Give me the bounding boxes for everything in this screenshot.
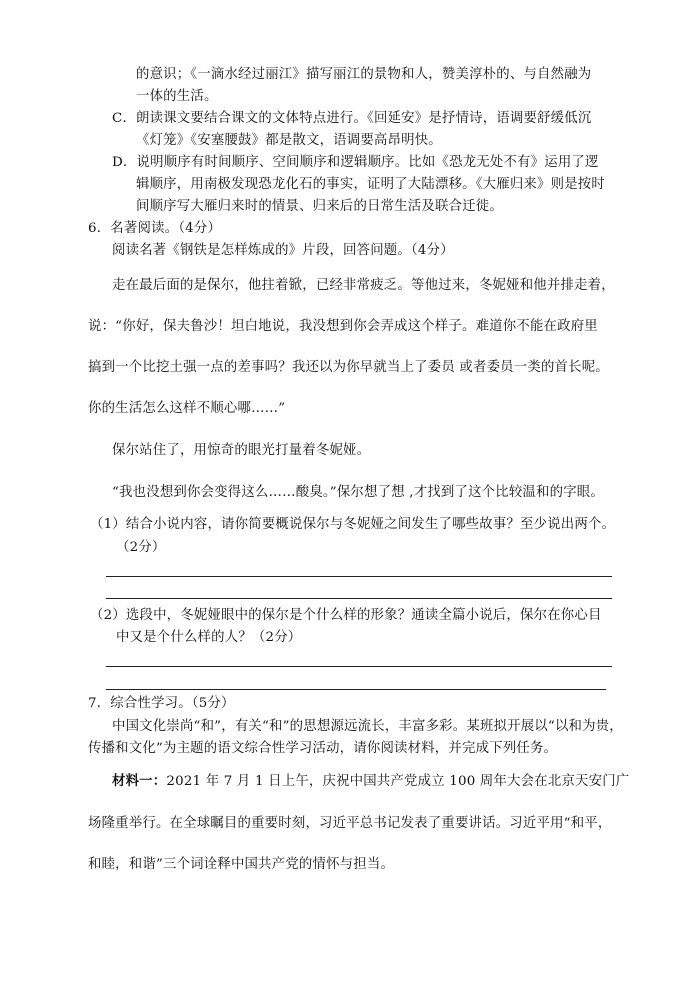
- option-d-line-1: D．说明顺序有时间顺序、空间顺序和逻辑顺序。比如《恐龙无处不有》运用了逻: [112, 155, 599, 170]
- sub-question-2-line-2: 中又是个什么样的人？（2分）: [116, 630, 302, 645]
- passage-line-5: 保尔站住了，用惊奇的眼光打量着冬妮娅。: [112, 443, 371, 458]
- option-b-line-2: 的意识；《一滴水经过丽江》描写丽江的景物和人，赞美淳朴的、与自然融为: [136, 67, 592, 82]
- sub-question-1-line-2: （2分）: [116, 540, 166, 555]
- answer-line: [106, 666, 612, 667]
- passage-line-3: 搞到一个比挖土强一点的差事吗？我还以为你早就当上了委员 或者委员一类的首长呢。: [88, 360, 609, 375]
- question-6-heading: 6．名著阅读。（4分）: [88, 221, 222, 236]
- option-c-line-2: 《灯笼》《安塞腰鼓》都是散文，语调要高昂明快。: [136, 133, 442, 148]
- answer-line: [106, 598, 612, 599]
- material-one-label: 材料一：: [112, 773, 167, 789]
- passage-line-6: “我也没想到你会变得这么……酸臭。”保尔想了想 ,才找到了这个比较温和的字眼。: [112, 485, 604, 500]
- material-one-line-2: 场隆重举行。在全球瞩目的重要时刻，习近平总书记发表了重要讲话。习近平用“和平，: [88, 816, 612, 831]
- passage-line-4: 你的生活怎么这样不顺心哪……”: [88, 401, 286, 416]
- answer-line: [106, 576, 612, 577]
- question-6-intro: 阅读名著《钢铁是怎样炼成的》片段，回答问题。（4分）: [112, 243, 454, 258]
- material-one-line-1: [112, 772, 629, 791]
- option-d-line-3: 间顺序写大雁归来时的情景、归来后的日常生活及联合迁徙。: [136, 199, 503, 214]
- question-7-intro-line-2: 传播和文化”为主题的语文综合性学习活动，请你阅读材料，并完成下列任务。: [88, 741, 558, 756]
- passage-line-1: 走在最后面的是保尔，他拄着锨，已经非常疲乏。等他过来，冬妮娅和他并排走着，: [112, 278, 615, 293]
- option-d-line-2: 辑顺序，用南极发现恐龙化石的事实，证明了大陆漂移。《大雁归来》则是按时: [136, 177, 605, 192]
- passage-line-2: 说：“你好，保夫鲁沙！坦白地说，我没想到你会弄成这个样子。难道你不能在政府里: [88, 319, 598, 334]
- answer-line: [106, 689, 606, 690]
- material-one-line-3: 和睦，和谐”三个词诠释中国共产党的情怀与担当。: [88, 857, 395, 872]
- question-7-heading: 7．综合性学习。（5分）: [88, 696, 235, 711]
- sub-question-1-line-1: （1）结合小说内容，请你简要概说保尔与冬妮娅之间发生了哪些故事？至少说出两个。: [90, 517, 616, 532]
- option-c-line-1: C．朗读课文要结合课文的文体特点进行。《回延安》是抒情诗，语调要舒缓低沉: [112, 111, 592, 126]
- question-7-intro-line-1: 中国文化崇尚“和”，有关“和”的思想源远流长，丰富多彩。某班拟开展以“以和为贵，: [112, 719, 623, 734]
- option-b-line-3: 一体的生活。: [136, 89, 218, 104]
- material-one-text: 2021 年 7 月 1 日上午，庆祝中国共产党成立 100 周年大会在北京天安门广: [166, 774, 630, 789]
- sub-question-2-line-1: （2）选段中，冬妮娅眼中的保尔是个什么样的形象？通读全篇小说后，保尔在你心目: [90, 608, 602, 623]
